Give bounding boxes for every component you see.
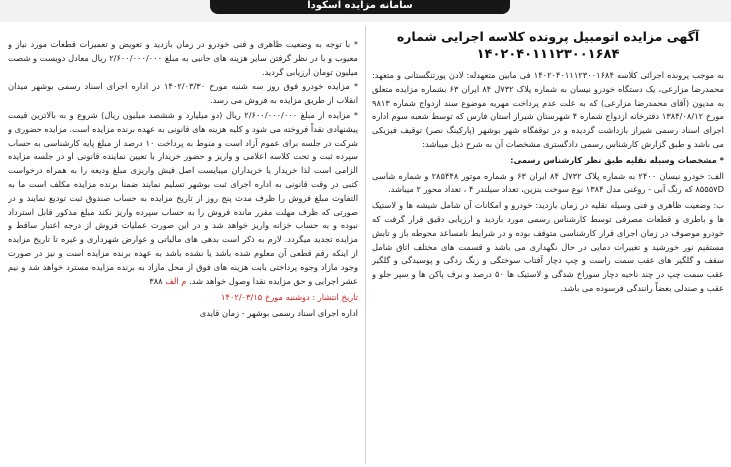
auction-terms-text: * مزایده از مبلغ ۲/۶۰۰/۰۰۰/۰۰۰ ریال (دو میلیارد و ششصد میلیون ریال) شروع و به بالاترین قیمت پیشنهادی نقداً فروخته می شود و کلیه هزینه های قانونی به عهده برنده مزایده است. مزایده حضوری و شرکت در جلسه برای عموم آزاد است و منوط به پرداخت ۱۰ درصد از مبلغ پایه کارشناسی به حساب سپرده ثبت و تحت کلاسه اعلامی و واریز و حضور خریدار با تعیین نماینده قانونی او در جلسه مزایده الزامی است لذا خریدار یا خریداران میبایست اصل فیش واریزی مبلغ ودیعه را به همراه درخواست کتبی در وقت قانونی به اداره اجرای ثبت بوشهر تسلیم نمایند ضمنا برنده مزایده مکلف است ما به التفاوت مبلغ فروش را ظرف مدت پنج روز از تاریخ مزایده به حساب صندوق ثبت تودیع نمایند و در صورتی که ظرف مهلت مقرر مانده فروش را به حساب سپرده واریز نکند مبلغ مذکور قابل استرداد نبوده و به حساب خزانه واریز خواهد شد و در این صورت عملیات فروش از درجه اعتبار ساقط و مزایده تجدید میگردد. لازم به ذکر است بدهی های مالیاتی و عوارض شهرداری و غیره تا تاریخ مزایده از اینکه رقم قطعی آن معلوم شده باشد یا نشده باشد به عهده برنده مزایده است و نیز در صورت وجود مازاد وجوه پرداختی بابت هزینه های فوق از محل مازاد به برنده مزایده مسترد خواهد شد و نیم عشر اجرایی و حق مزایده نقدا وصول خواهد شد. <box>8 109 358 286</box>
signature: اداره اجرای اسناد رسمی بوشهر - زمان قایدی <box>199 308 358 319</box>
vehicle-specs-paragraph: الف: خودرو نیسان ۲۴۰۰ به شماره پلاک ۷۳۲ل ۸۴ ایران ۶۳ و شماره موتور ۲۸۵۴۴۸ و شماره شاسی ۸۵۵۵۷D که رنگ آبی - روغنی مدل ۱۳۸۴ نوع سوخت بنزین، تعداد سیلندر ۴ ، تعداد محور ۲ میباشد. <box>372 170 724 195</box>
vehicle-condition-paragraph: ب: وضعیت ظاهری و فنی وسیله نقلیه در زمان بازدید: خودرو و امکانات آن شامل شیشه ها و لاستیک ها و باطری و قطعات مصرفی توسط کارشناس رسمی مورد بازدید و ارزیابی دقیق قرار گرفت که خودرو موصوف در زمان اجرای قرار کارشناسی متوقف بوده و در شرایط نامساعد محوطه باز و تابش مستقیم نور خورشید و تغییرات دمایی در حال نگهداری می باشد و قسمت های مختلف اتاق شامل سقف و گلگیر های عقب سمت راست و چپ دچار آفتاب سوختگی و زنگ زدگی و پوسیدگی و گلگیر عقب سمت چپ در چند ناحیه دچار سوراخ شدگی و لاستیک ها ۵۰ درصد و برف پاکن ها و سپر جلو و عقب و صندلی بعضاً رانندگی فرسوده می باشد. <box>372 200 724 293</box>
left-column <box>8 38 358 464</box>
publish-date-line <box>8 290 358 304</box>
column-divider <box>365 26 366 464</box>
notice-file-number: ۱۴۰۲۰۴۰۱۱۱۲۳۰۰۱۶۸۴ <box>476 47 620 62</box>
valuation-paragraph: * با توجه به وضعیت ظاهری و فنی خودرو در زمان بازدید و تعویض و تعمیرات قطعات مورد نیاز و معیوب و با در نظر گرفتن سایر هزینه های جانبی به مبلغ ۲/۶۰۰/۰۰۰/۰۰۰ ریال معادل دویست و شصت میلیون تومان ارزیابی گردید. <box>8 39 358 77</box>
notice-title: آگهی مزایده اتومبیل پرونده کلاسه اجرایی شماره <box>396 29 700 44</box>
publish-date-label: تاریخ انتشار : دوشنبه مورخ <box>264 292 358 303</box>
code-value: ۳۸۸ <box>149 275 163 286</box>
section-title: سامانه مزایده اسکودا <box>307 0 413 11</box>
auction-terms-paragraph <box>8 109 358 288</box>
right-column <box>372 28 724 464</box>
vehicle-specs-heading: * مشخصات وسیله نقلیه طبق نظر کارشناس رسمی: <box>510 154 724 165</box>
auction-date-paragraph: * مزایده خودرو فوق روز سه شنبه مورخ ۱۴۰۲/۰۳/۳۰ در اداره اجرای اسناد رسمی بوشهر میدان انقلاب از طریق مزایده به فروش می رسد. <box>8 81 358 106</box>
notice-intro-paragraph: به موجب پرونده اجرائی کلاسه ۱۴۰۲۰۴۰۱۱۱۲۳۰۰۱۶۸۴ فی مابین متعهدله: لادن پورتنگستانی و متعهد: محمدرضا مزارعی، یک دستگاه خودرو نیسان به شماره پلاک ۷۳۲ل ۸۴ ایران ۶۳ بشماره مزایده متعلق به مدیون (آقای محمدرضا مزارعی) که به علت عدم پرداخت مهریه موضوع سند ازدواج شماره ۹۸۱۳ مورخ ۱۳۸۴/۰۸/۱۲ دفترخانه ازدواج شماره ۴ شهرستان شیراز استان فارس که توسط شعبه سوم اداره اجرای اسناد رسمی شیراز بازداشت گردیده و در توقفگاه شهر بوشهر (پارکینگ نصر) توقیف فیزیکی می باشد و طبق گزارش کارشناس رسمی دادگستری مشخصات آن به شرح ذیل میباشد: <box>372 70 724 149</box>
code-label: م الف <box>165 275 187 286</box>
publish-date-value: ۱۴۰۲/۰۳/۱۵ <box>221 292 263 303</box>
